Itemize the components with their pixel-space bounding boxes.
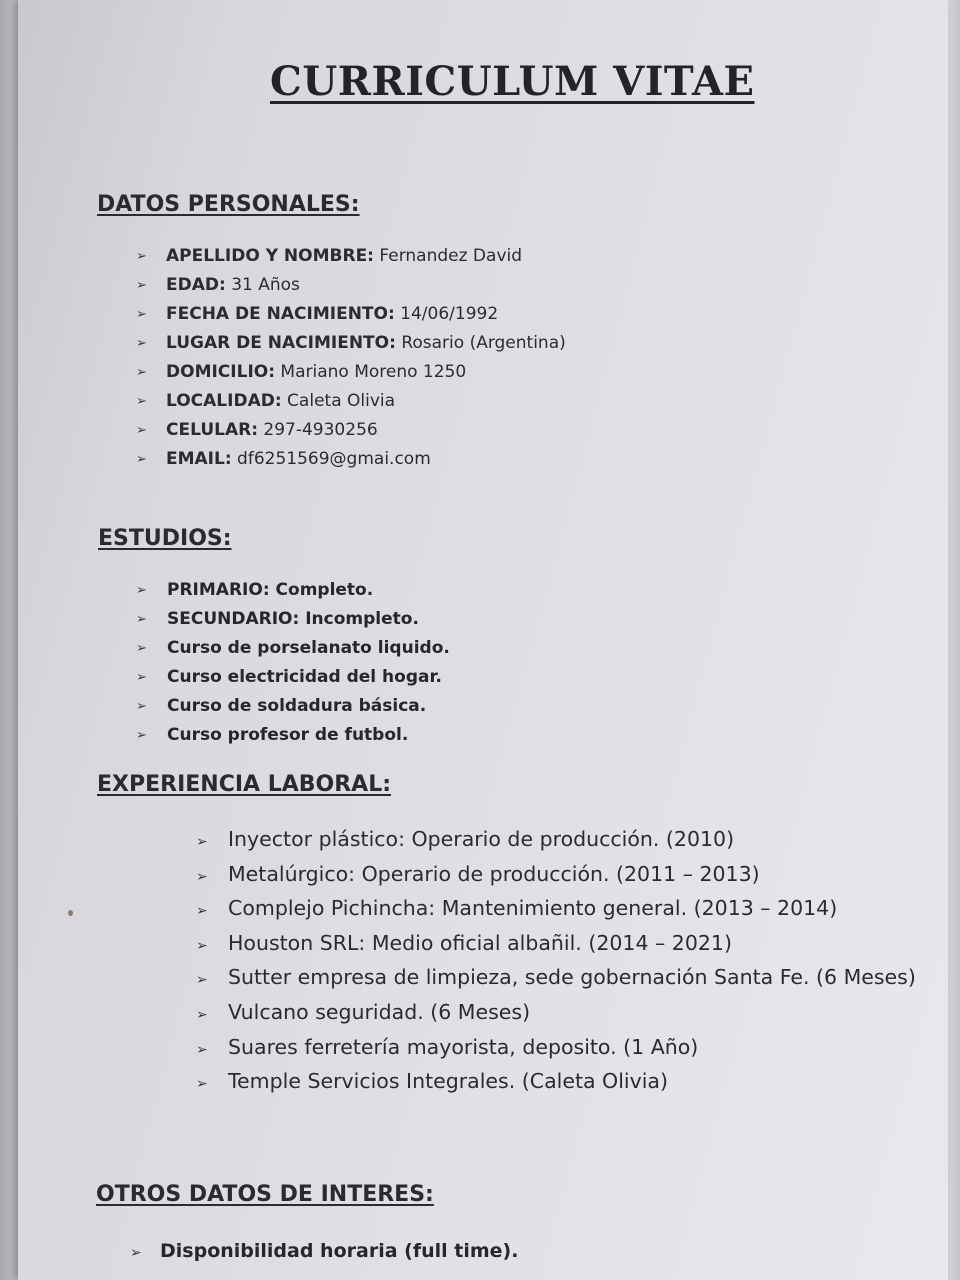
arrow-bullet-icon: ➢	[136, 728, 147, 743]
arrow-bullet-icon: ➢	[136, 612, 147, 627]
background-left-edge	[0, 0, 18, 1280]
list-item	[136, 665, 450, 694]
list-item	[136, 607, 450, 636]
studies-list	[136, 578, 450, 752]
study-text: Curso electricidad del hogar.	[167, 667, 442, 687]
job-text: Vulcano seguridad. (6 Meses)	[228, 999, 531, 1024]
list-item	[130, 1238, 518, 1268]
study-text: Curso de soldadura básica.	[167, 696, 427, 716]
arrow-bullet-icon: ➢	[136, 423, 147, 438]
list-item	[196, 999, 916, 1034]
arrow-bullet-icon: ➢	[196, 834, 208, 850]
field-value: Rosario (Argentina)	[395, 333, 566, 353]
field-label: CELULAR:	[166, 420, 258, 440]
field-value: 297-4930256	[258, 420, 378, 440]
field-label: DOMICILIO:	[166, 362, 276, 382]
list-item	[136, 244, 566, 273]
job-text: Suares ferretería mayorista, deposito. (1 Año)	[228, 1034, 699, 1059]
list-item	[136, 723, 450, 752]
list-item	[136, 360, 566, 389]
list-item	[196, 1034, 916, 1069]
field-value: Caleta Olivia	[281, 391, 396, 411]
arrow-bullet-icon: ➢	[196, 868, 208, 885]
arrow-bullet-icon: ➢	[136, 278, 147, 293]
section-heading-work: EXPERIENCIA LABORAL:	[97, 772, 392, 797]
study-text: SECUNDARIO: Incompleto.	[167, 609, 419, 629]
list-item	[196, 930, 916, 965]
other-data-list	[130, 1238, 518, 1268]
document-title: CURRICULUM VITAE	[270, 58, 755, 105]
arrow-bullet-icon: ➢	[136, 641, 147, 656]
arrow-bullet-icon: ➢	[136, 307, 147, 322]
arrow-bullet-icon: ➢	[136, 365, 147, 380]
arrow-bullet-icon: ➢	[136, 452, 147, 467]
study-text: Curso profesor de futbol.	[167, 725, 409, 745]
work-experience-list	[196, 826, 916, 1103]
list-item	[136, 331, 566, 360]
study-text: Curso de porselanato liquido.	[167, 638, 450, 658]
job-text: Inyector plástico: Operario de producción. (2010)	[228, 827, 735, 851]
study-text: PRIMARIO: Completo.	[167, 580, 374, 600]
field-value: Fernandez David	[373, 246, 523, 266]
field-value: 31 Años	[225, 275, 300, 295]
arrow-bullet-icon: ➢	[136, 336, 147, 351]
list-item	[196, 1068, 916, 1103]
job-text: Sutter empresa de limpieza, sede gobernación Santa Fe. (6 Meses)	[228, 965, 916, 990]
background-right-edge	[948, 0, 960, 1280]
arrow-bullet-icon: ➢	[136, 699, 147, 714]
arrow-bullet-icon: ➢	[136, 583, 147, 598]
list-item	[196, 826, 916, 861]
field-value: df6251569@gmai.com	[231, 449, 431, 469]
job-text: Metalúrgico: Operario de producción. (2011 – 2013)	[228, 861, 760, 886]
field-label: EDAD:	[166, 275, 226, 295]
list-item	[136, 578, 450, 607]
ink-speck	[68, 910, 73, 916]
field-value: 14/06/1992	[394, 304, 499, 324]
arrow-bullet-icon: ➢	[130, 1245, 142, 1261]
arrow-bullet-icon: ➢	[196, 937, 208, 954]
list-item	[136, 447, 566, 476]
arrow-bullet-icon: ➢	[136, 394, 147, 409]
job-text: Temple Servicios Integrales. (Caleta Olivia)	[228, 1069, 668, 1094]
list-item	[136, 273, 566, 302]
list-item	[136, 636, 450, 665]
field-value: Mariano Moreno 1250	[275, 362, 467, 382]
field-label: EMAIL:	[166, 449, 232, 469]
arrow-bullet-icon: ➢	[196, 903, 208, 920]
section-heading-studies: ESTUDIOS:	[98, 526, 232, 551]
list-item	[136, 302, 566, 331]
arrow-bullet-icon: ➢	[196, 1076, 208, 1093]
field-label: LUGAR DE NACIMIENTO:	[166, 333, 396, 353]
arrow-bullet-icon: ➢	[136, 249, 147, 264]
arrow-bullet-icon: ➢	[136, 670, 147, 685]
arrow-bullet-icon: ➢	[196, 972, 208, 989]
field-label: APELLIDO Y NOMBRE:	[166, 246, 374, 266]
list-item	[136, 389, 566, 418]
field-label: FECHA DE NACIMIENTO:	[166, 304, 395, 324]
arrow-bullet-icon: ➢	[196, 1041, 208, 1058]
arrow-bullet-icon: ➢	[196, 1006, 208, 1023]
list-item	[136, 418, 566, 447]
personal-data-list	[136, 244, 566, 476]
list-item	[196, 895, 916, 930]
job-text: Houston SRL: Medio oficial albañil. (2014 – 2021)	[228, 930, 732, 955]
other-text: Disponibilidad horaria (full time).	[160, 1240, 519, 1262]
list-item	[136, 694, 450, 723]
job-text: Complejo Pichincha: Mantenimiento general. (2013 – 2014)	[228, 896, 838, 921]
list-item	[196, 964, 916, 999]
section-heading-other: OTROS DATOS DE INTERES:	[96, 1182, 434, 1207]
list-item	[196, 861, 916, 896]
section-heading-personal: DATOS PERSONALES:	[97, 192, 360, 217]
field-label: LOCALIDAD:	[166, 391, 282, 411]
